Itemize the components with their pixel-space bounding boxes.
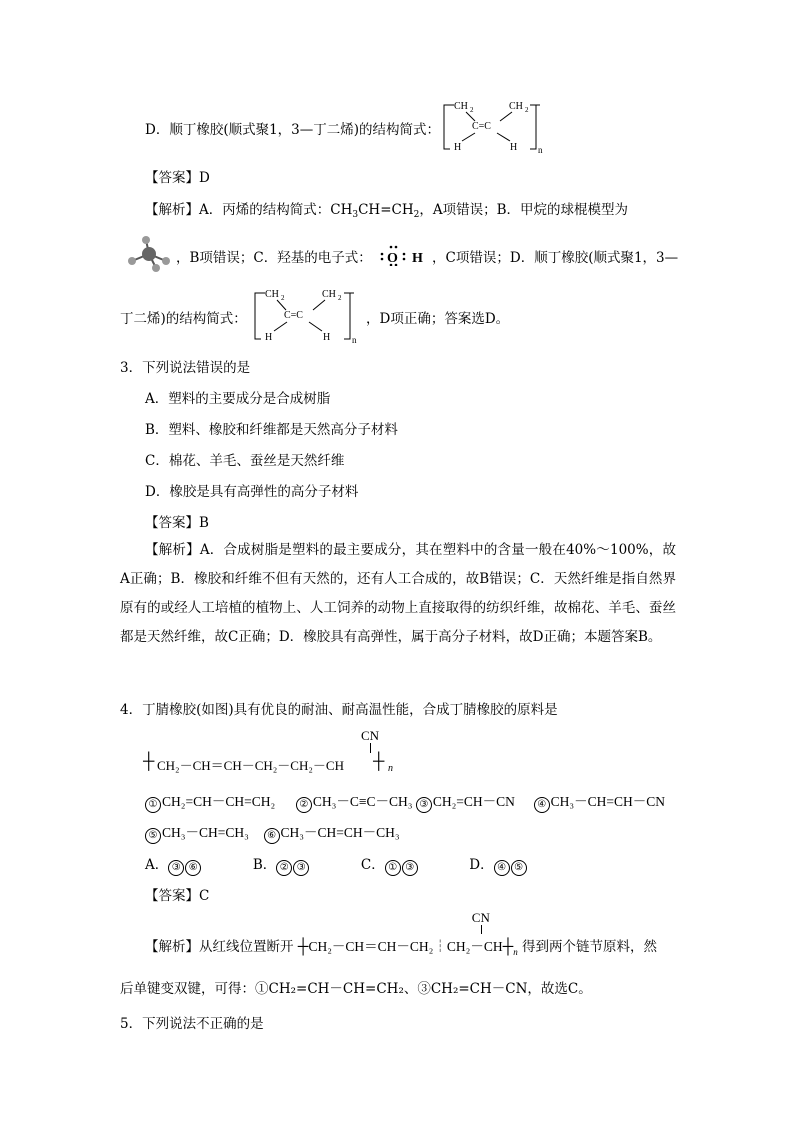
- svg-text:CH: CH: [322, 289, 336, 300]
- svg-text:2: 2: [470, 106, 474, 114]
- svg-text:H: H: [323, 332, 331, 343]
- q4-explanation-line1: 【解析】从红线位置断开 CN $┼CH_2-CH=CH-CH_2┆CH_2-CH┼_n$ 得到两个链节原料，然: [145, 910, 658, 957]
- q5-stem: 5．下列说法不正确的是: [120, 1016, 264, 1032]
- q2-explanation-line3a: 丁二烯)的结构简式：: [120, 311, 247, 327]
- q4-choices: A． ③ ⑥ B． ② ③ C． ① ③ D． ④ ⑤: [145, 853, 528, 876]
- svg-text:C=C: C=C: [284, 310, 303, 321]
- cis-polybutadiene-structure-1: [442, 97, 547, 157]
- q2-answer: 【答案】D: [145, 170, 210, 186]
- svg-text:n: n: [538, 145, 543, 155]
- svg-text:H: H: [454, 142, 462, 153]
- ch2-label: CH: [454, 101, 468, 112]
- q4-exp-chain2: CH₂－CH: [446, 939, 503, 954]
- cis-polybutadiene-structure-2: [252, 285, 362, 347]
- q2-option-d: D．顺丁橡胶(顺式聚1，3—丁二烯)的结构简式：: [145, 122, 441, 138]
- svg-text:n: n: [352, 335, 357, 345]
- q4-explanation-line2: 后单键变双键，可得：①CH₂=CH－CH=CH₂、③CH₂=CH－CN，故选C。: [120, 981, 592, 997]
- methane-ball-stick-model: [124, 236, 174, 272]
- svg-text:H: H: [265, 332, 273, 343]
- oh-o: O: [387, 251, 398, 266]
- q3-option-b: B．塑料、橡胶和纤维都是天然高分子材料: [145, 422, 398, 438]
- nitrile-rubber-structure: CN ┼ CH₂－CH＝CH－CH₂－CH₂－CH ┼ n: [143, 728, 393, 774]
- q2-explanation-line1: 【解析】A．丙烯的结构简式：$CH_3CH=CH_2$，A项错误；B．甲烷的球棍模型为: [145, 202, 629, 220]
- svg-text:CH: CH: [265, 289, 279, 300]
- q4-materials-row1: ① CH₂=CH－CH=CH₂ ② CH₃－C≡C－CH₃ ③ CH₂=CH－CN ④ CH₃－CH=CH－CN: [145, 790, 665, 813]
- svg-text:CH: CH: [509, 101, 523, 112]
- polymer-chain: CH₂－CH＝CH－CH₂－CH₂－CH: [157, 758, 344, 773]
- q3-explanation: 【解析】A．合成树脂是塑料的最主要成分，其在塑料中的含量一般在40%～100%，故A正确；B．橡胶和纤维不但有天然的，还有人工合成的，故B错误；C．天然纤维是指自然界原有的或经人工培植的植物上、人工饲养的动物上直接取得的纺织纤维，故棉花、羊毛、蚕丝都是天然纤维，故C正确；D．橡胶具有高弹性，属于高分子材料，故D正确；本题答案B。: [120, 542, 676, 645]
- q3-option-c: C．棉花、羊毛、蚕丝是天然纤维: [145, 453, 345, 469]
- q4-exp-chain: CH₂－CH＝CH－CH₂: [308, 939, 434, 954]
- q4-answer: 【答案】C: [145, 888, 210, 904]
- q3-option-d: D．橡胶是具有高弹性的高分子材料: [145, 484, 359, 500]
- q2-explanation-line2: ，B项错误；C．羟基的电子式： O H ，C项错误；D．顺丁橡胶(顺式聚1，3—: [176, 246, 678, 266]
- q2-explanation-line3b: ，D项正确；答案选D。: [366, 311, 510, 327]
- svg-text:2: 2: [338, 294, 342, 302]
- q4-stem: 4．丁腈橡胶(如图)具有优良的耐油、耐高温性能，合成丁腈橡胶的原料是: [120, 702, 558, 718]
- svg-text:2: 2: [281, 294, 285, 302]
- cn-label: CN: [361, 728, 380, 743]
- q3-option-a: A．塑料的主要成分是合成树脂: [145, 391, 331, 407]
- hydroxyl-electron-formula: [376, 246, 432, 266]
- svg-text:2: 2: [525, 106, 529, 114]
- q3-stem: 3．下列说法错误的是: [120, 360, 251, 376]
- cc-label: C=C: [472, 121, 491, 132]
- oh-h: H: [412, 251, 423, 266]
- q3-answer: 【答案】B: [145, 515, 209, 531]
- q4-materials-row2: ⑤ CH₃－CH=CH₃ ⑥ CH₃－CH=CH－CH₃: [145, 821, 400, 844]
- svg-text:H: H: [510, 142, 518, 153]
